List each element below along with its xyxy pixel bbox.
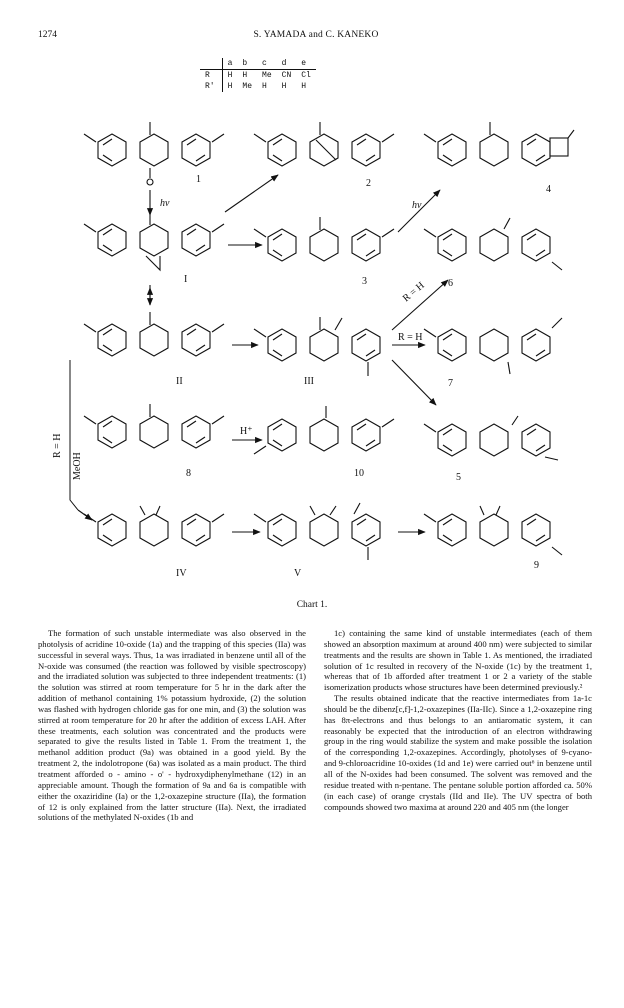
structure-9 (424, 506, 562, 555)
structure-6 (424, 218, 562, 270)
subst-row-rprime-label: R' (200, 81, 222, 92)
label-compound-3: 3 (362, 276, 367, 287)
reaction-arrows (70, 175, 448, 532)
label-r-eq-h-1: R = H (400, 280, 427, 305)
paragraph: The formation of such unstable intermediate was also observed in the photolysis of acridine 10-oxide (1a) and the trapping of this species (IIa) was successful in several ways. Thus, 1a was irradiated in benzene until all of the N-oxide was consumed (the reaction was followed by visible spectroscopy) and the irradiated solution was subjected to three independent treatments: (1) the solution was stirred at room temperature for 5 hr in the dark after the addition of methanol containing 1% potassium hydroxide, (2) the solution was flashed with hydrogen chloride gas for one min, and (3) the solution was stirred at room temperature for 20 hr after the addition of excess LAH. After these treatments, each solution was concentrated and the products were separated to give the results listed in Table 1. From the treatment 1, the methanol addition product (9a) was obtained in a good yield. By the treatment 2, the indolotropone (6a) was isolated as a main product. The third treatment afforded o - amino - o' - hydroxydiphenylmethane (12) in an appreciable amount. Though the formation of 9a and 6a is compatible with either the oxaziridine (Ia) or the 1,2-oxazepine structure (IIa), the formation of 12 is only explained from the latter structure (IIa). Next, the irradiated solutions of the methylated N-oxides (1b and (38, 628, 306, 823)
paragraph: The results obtained indicate that the reactive intermediates from 1a-1c should be the dibenz[c,f]-1,2-oxazepines (IIa-IIc). Since a 1,2-oxazepine ring has 8π-electrons and thus belongs to an antiaromatic system, it can reasonably be expected that the introduction of an electron withdrawing group in the ring would stabilize the system and make possible the isolation of the corresponding 1,2-oxazepines. Accordingly, photolyses of 9-cyano- and 9-chloroacridine 10-oxides (1d and 1e) were carried out⁶ in benzene until all of the N-oxides had been consumed. The solvent was removed and the residue treated with n-pentane. The pentane soluble portion afforded ca. 50% (in each case) of orange crystals (IId and IIe). The UV spectra of both compounds showed two maxima at around 220 and 405 nm (the longer (324, 693, 592, 812)
subst-col-b: b (237, 58, 257, 70)
structure-I (84, 212, 224, 270)
label-compound-10: 10 (354, 468, 364, 479)
right-column (324, 628, 592, 812)
label-compound-5: 5 (456, 472, 461, 483)
label-hv-1: hν (160, 198, 170, 209)
structure-8 (84, 404, 224, 448)
label-meoh: MeOH (72, 452, 83, 480)
subst-cell: H (262, 82, 267, 91)
subst-cell: H (281, 82, 287, 91)
subst-cell: H (301, 82, 307, 91)
subst-col-a: a (222, 58, 237, 70)
label-intermediate-V: V (294, 568, 302, 579)
subst-col-d: d (277, 58, 297, 70)
label-hv-2: hν (412, 200, 422, 211)
subst-row-r-label: R (200, 70, 222, 82)
label-compound-6: 6 (448, 278, 453, 289)
subst-cell: Cl (301, 71, 311, 80)
subst-cell: CN (281, 71, 292, 80)
chart-caption: Chart 1. (296, 600, 328, 610)
structure-III (254, 317, 380, 376)
page-number: 1274 (38, 30, 57, 40)
subst-cell: Me (262, 71, 272, 80)
label-intermediate-III: III (304, 376, 314, 387)
subst-col-e: e (296, 58, 316, 70)
structure-7 (424, 318, 562, 374)
label-compound-1: 1 (196, 174, 201, 185)
structure-II (84, 312, 224, 356)
paragraph: 1c) containing the same kind of unstable intermediates (each of them showed an absorption maximum at around 400 nm) were subjected to similar treatments and the results are shown in Table 1. As mentioned, the irradiated solution of 1c resulted in recovery of the N-oxide (1c) by the treatment 1, whereas that of 1b afforded after treatment 1 or 2 a variety of the stable isomerization products whose structures have been determined previously.² (324, 628, 592, 693)
structure-IV (84, 506, 224, 546)
subst-col-c: c (257, 58, 277, 70)
label-intermediate-I: I (184, 274, 188, 285)
structure-V (254, 503, 380, 560)
structure-10 (254, 406, 394, 454)
subst-cell: H (227, 71, 233, 80)
label-compound-9: 9 (534, 560, 539, 571)
structure-4 (424, 122, 574, 166)
label-compound-4: 4 (546, 184, 551, 195)
subst-cell: Me (242, 82, 253, 91)
structure-5 (424, 416, 558, 460)
structure-1 (84, 122, 224, 185)
label-h-plus: H⁺ (240, 426, 253, 437)
label-compound-8: 8 (186, 468, 191, 479)
structure-3 (254, 217, 394, 261)
label-r-eq-h-3: R = H (52, 433, 63, 458)
subst-cell: H (242, 71, 248, 80)
label-r-eq-h-2: R = H (398, 332, 423, 343)
running-authors: S. YAMADA and C. KANEKO (253, 30, 379, 40)
left-column (38, 628, 306, 823)
label-compound-7: 7 (448, 378, 453, 389)
subst-cell: H (227, 82, 233, 91)
label-compound-2: 2 (366, 178, 371, 189)
structure-2 (254, 122, 394, 166)
label-intermediate-IV: IV (176, 568, 187, 579)
label-intermediate-II: II (176, 376, 183, 387)
